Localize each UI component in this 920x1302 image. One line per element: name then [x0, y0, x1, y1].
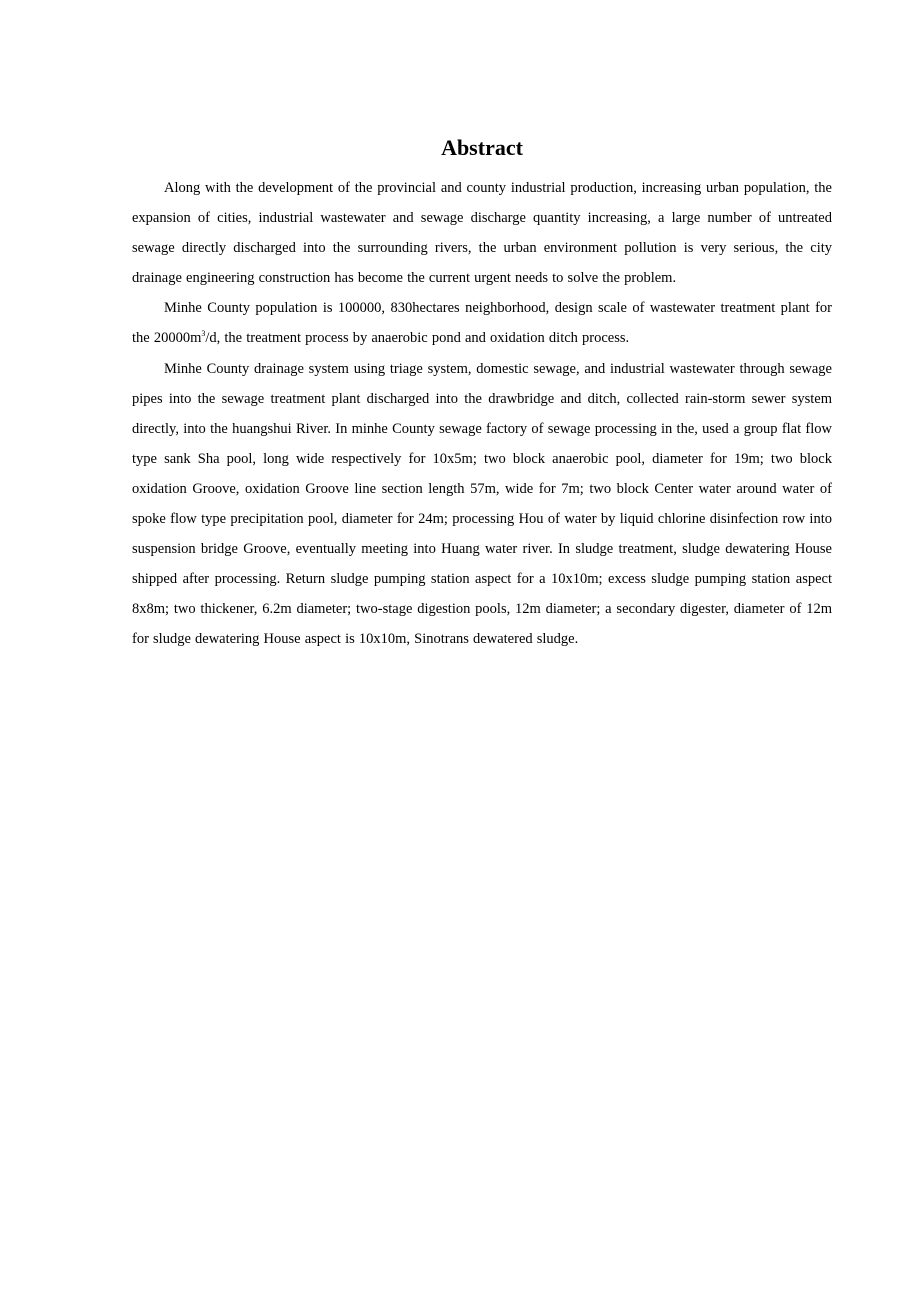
cubic-superscript: 3	[201, 329, 206, 339]
abstract-section	[132, 132, 832, 655]
abstract-title: Abstract	[441, 135, 523, 160]
abstract-paragraph-1: Along with the development of the provincial and county industrial production, increasing urban population, the expansion of cities, industrial wastewater and sewage discharge quantity increasing, a large number of untreated sewage directly discharged into the surrounding rivers, the urban environment pollution is very serious, the city drainage engineering construction has become the current urgent needs to solve the problem.	[132, 180, 832, 287]
paragraph-2-text-before: Minhe County population is 100000, 830hectares neighborhood, design scale of wastewater treatment plant for the 20000m	[132, 300, 832, 347]
abstract-paragraph-2	[132, 293, 832, 353]
paragraph-2-text-after: /d, the treatment process by anaerobic pond and oxidation ditch process.	[205, 330, 630, 347]
abstract-paragraph-3: Minhe County drainage system using triage system, domestic sewage, and industrial wastewater through sewage pipes into the sewage treatment plant discharged into the drawbridge and ditch, collected rain-storm sewer system directly, into the huangshui River. In minhe County sewage factory of sewage processing in the, used a group flat flow type sank Sha pool, long wide respectively for 10x5m; two block anaerobic pool, diameter for 19m; two block oxidation Groove, oxidation Groove line section length 57m, wide for 7m; two block Center water around water of spoke flow type precipitation pool, diameter for 24m; processing Hou of water by liquid chlorine disinfection row into suspension bridge Groove, eventually meeting into Huang water river. In sludge treatment, sludge dewatering House shipped after processing. Return sludge pumping station aspect for a 10x10m; excess sludge pumping station aspect 8x8m; two thickener, 6.2m diameter; two-stage digestion pools, 12m diameter; a secondary digester, diameter of 12m for sludge dewatering House aspect is 10x10m, Sinotrans dewatered sludge.	[132, 360, 832, 648]
